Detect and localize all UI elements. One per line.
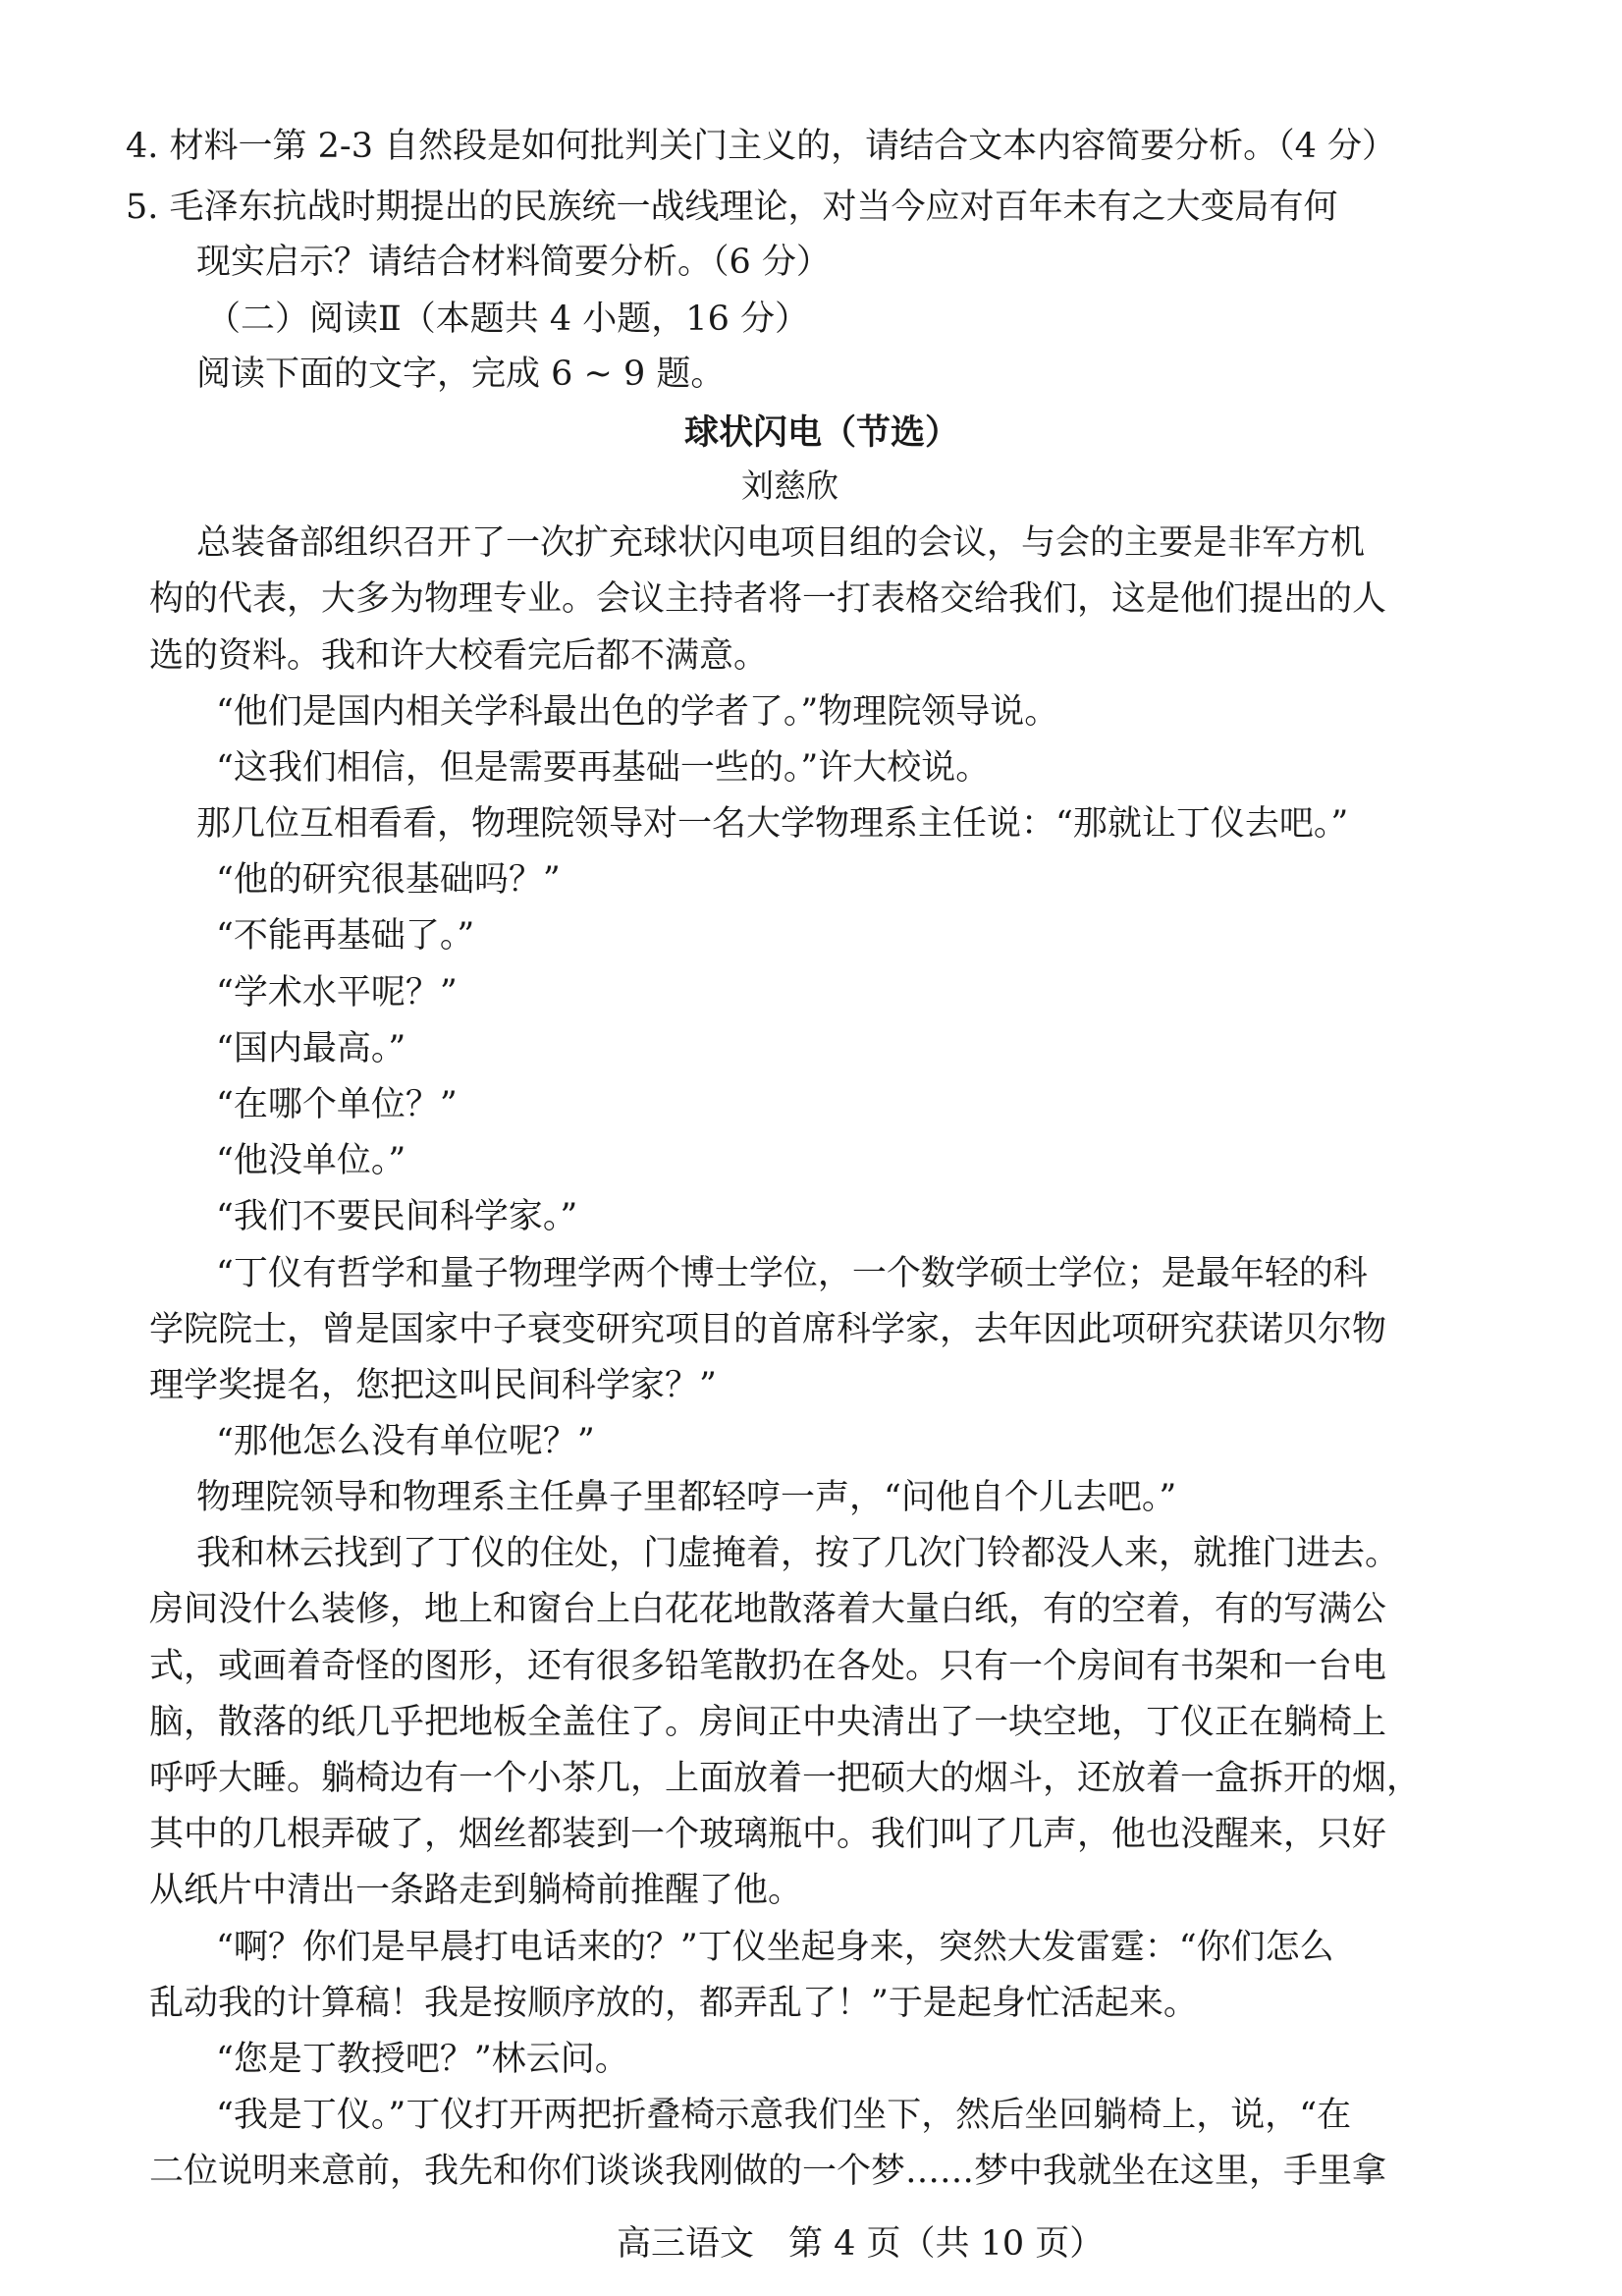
paragraph-line: “他没单位。”: [216, 1141, 406, 1180]
paragraph-line: 二位说明来意前，我先和你们谈谈我刚做的一个梦……梦中我就坐在这里，手里拿: [149, 2152, 1387, 2191]
paragraph-line: 物理院领导和物理系主任鼻子里都轻哼一声，“问他自个儿去吧。”: [196, 1478, 1177, 1517]
article-author: 刘慈欣: [741, 466, 838, 505]
paragraph-line: “啊？你们是早晨打电话来的？”丁仪坐起身来，突然大发雷霆：“你们怎么: [216, 1928, 1334, 1967]
paragraph-line: “不能再基础了。”: [216, 916, 475, 956]
paragraph-line: “学术水平呢？”: [216, 973, 458, 1012]
paragraph-line: “我是丁仪。”丁仪打开两把折叠椅示意我们坐下，然后坐回躺椅上，说，“在: [216, 2096, 1352, 2135]
paragraph-line: “您是丁教授吧？”林云问。: [216, 2040, 629, 2079]
question-5-line-1: 5. 毛泽东抗战时期提出的民族统一战线理论，对当今应对百年未有之大变局有何: [126, 188, 1338, 227]
paragraph-line: “丁仪有哲学和量子物理学两个博士学位，一个数学硕士学位；是最年轻的科: [216, 1254, 1368, 1293]
page-footer: 高三语文 第 4 页（共 10 页）: [617, 2224, 1105, 2264]
paragraph-line: “他们是国内相关学科最出色的学者了。”物理院领导说。: [216, 692, 1059, 732]
question-5-line-2: 现实启示？请结合材料简要分析。（6 分）: [196, 243, 831, 282]
paragraph-line: 学院院士，曾是国家中子衰变研究项目的首席科学家，去年因此项研究获诺贝尔物: [149, 1310, 1387, 1349]
paragraph-line: 构的代表，大多为物理专业。会议主持者将一打表格交给我们，这是他们提出的人: [149, 579, 1387, 619]
paragraph-line: “那他怎么没有单位呢？”: [216, 1422, 595, 1461]
paragraph-line: “他的研究很基础吗？”: [216, 860, 561, 900]
paragraph-line: “这我们相信，但是需要再基础一些的。”许大校说。: [216, 748, 991, 788]
paragraph-line: 选的资料。我和许大校看完后都不满意。: [149, 636, 769, 676]
paragraph-line: 乱动我的计算稿！我是按顺序放的，都弄乱了！”于是起身忙活起来。: [149, 1984, 1198, 2023]
paragraph-line: 呼呼大睡。躺椅边有一个小茶几，上面放着一把硕大的烟斗，还放着一盒拆开的烟，: [149, 1759, 1422, 1798]
paragraph-line: 总装备部组织召开了一次扩充球状闪电项目组的会议，与会的主要是非军方机: [196, 523, 1366, 563]
paragraph-line: 我和林云找到了丁仪的住处，门虚掩着，按了几次门铃都没人来，就推门进去。: [196, 1534, 1400, 1573]
paragraph-line: 式，或画着奇怪的图形，还有很多铅笔散扔在各处。只有一个房间有书架和一台电: [149, 1647, 1387, 1686]
paragraph-line: “在哪个单位？”: [216, 1085, 458, 1124]
paragraph-line: 其中的几根弄破了，烟丝都装到一个玻璃瓶中。我们叫了几声，他也没醒来，只好: [149, 1815, 1387, 1854]
question-4: 4. 材料一第 2-3 自然段是如何批判关门主义的，请结合文本内容简要分析。（4 分）: [126, 127, 1397, 166]
paragraph-line: 那几位互相看看，物理院领导对一名大学物理系主任说：“那就让丁仪去吧。”: [196, 804, 1349, 844]
paragraph-line: 从纸片中清出一条路走到躺椅前推醒了他。: [149, 1871, 803, 1910]
section-heading: （二）阅读Ⅱ（本题共 4 小题，16 分）: [206, 300, 809, 339]
section-instruction: 阅读下面的文字，完成 6 ~ 9 题。: [196, 355, 726, 394]
article-title: 球状闪电（节选）: [684, 413, 960, 453]
paragraph-line: 房间没什么装修，地上和窗台上白花花地散落着大量白纸，有的空着，有的写满公: [149, 1590, 1387, 1629]
paragraph-line: 脑，散落的纸几乎把地板全盖住了。房间正中央清出了一块空地，丁仪正在躺椅上: [149, 1703, 1387, 1742]
paragraph-line: “国内最高。”: [216, 1029, 406, 1068]
paragraph-line: 理学奖提名，您把这叫民间科学家？”: [149, 1366, 717, 1405]
paragraph-line: “我们不要民间科学家。”: [216, 1197, 578, 1236]
